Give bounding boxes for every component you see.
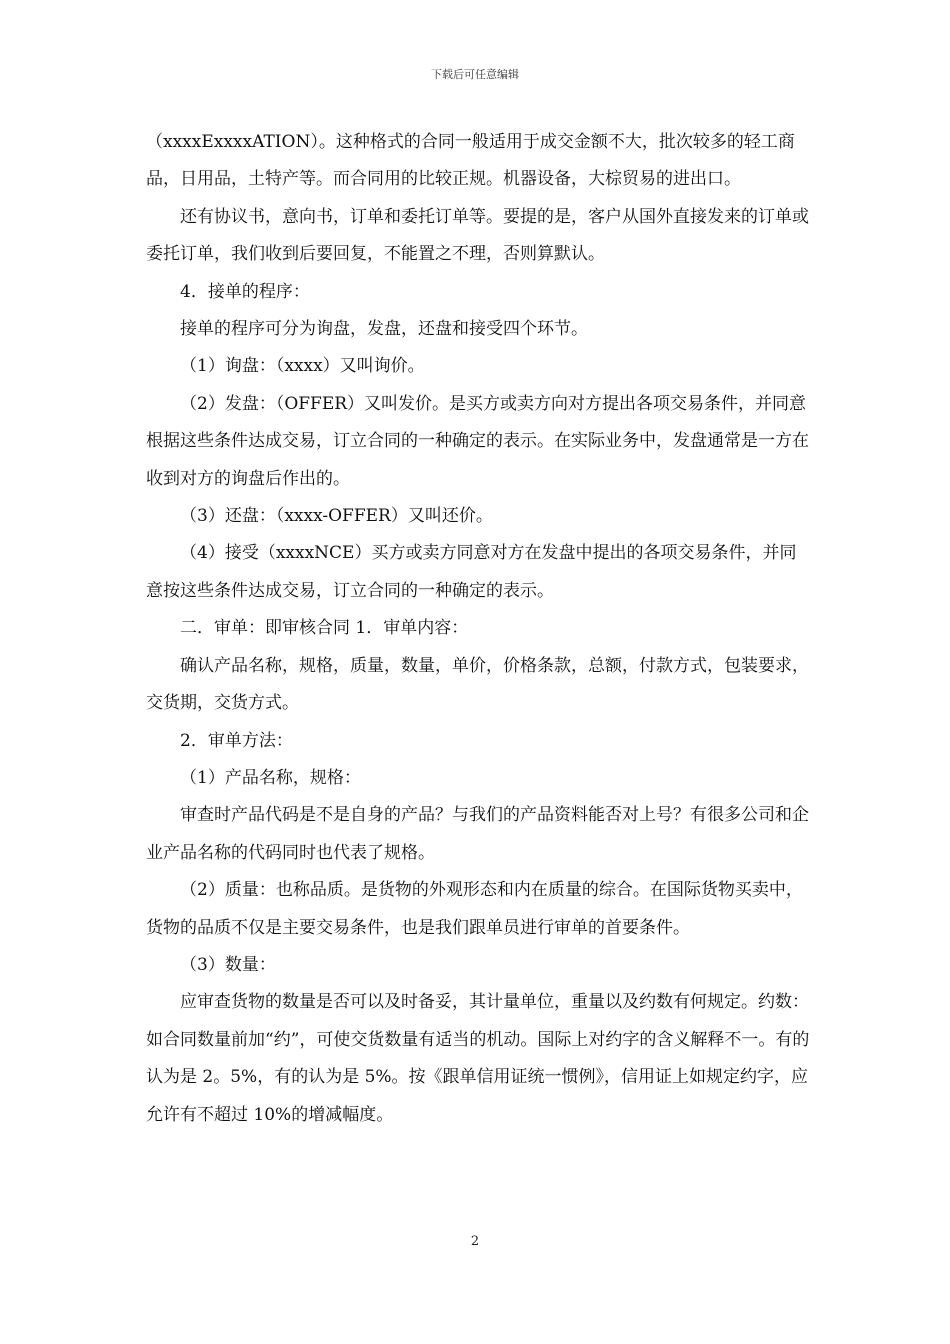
section-heading: 4．接单的程序： [180,281,310,302]
list-item: （4）接受（xxxxNCE）买方或卖方同意对方在发盘中提出的各项交易条件，并同意按这些条件达成交易，订立合同的一种确定的表示。 [146,543,797,601]
section-heading: 2．审单方法： [180,730,293,751]
paragraph: 应审查货物的数量是否可以及时备妥，其计量单位，重量以及约数有何规定。约数：如合同数量前加“约”，可使交货数量有适当的机动。国际上对约字的含义解释不一。有的认为是 2。5%，有的认为是 5%。按《跟单信用证统一惯例》，信用证上如规定约字，应允许有不超过 10%的增减幅度。 [146,992,810,1125]
list-item: （3）数量： [180,954,276,975]
list-item: （1）产品名称，规格： [180,767,361,788]
paragraph: 接单的程序可分为询盘，发盘，还盘和接受四个环节。 [180,319,588,340]
paragraph: 确认产品名称，规格，质量，数量，单价，价格条款，总额，付款方式，包装要求，交货期，交货方式。 [146,655,809,714]
list-item: （2）发盘：（OFFER）又叫发价。是买方或卖方向对方提出各项交易条件，并同意根据这些条件达成交易，订立合同的一种确定的表示。在实际业务中，发盘通常是一方在收到对方的询盘后作出的。 [146,393,809,489]
list-item: （2）质量：也称品质。是货物的外观形态和内在质量的综合。在国际货物买卖中，货物的品质不仅是主要交易条件，也是我们跟单员进行审单的首要条件。 [146,880,803,938]
page-number: 2 [470,1234,480,1249]
paragraph: 还有协议书，意向书，订单和委托订单等。要提的是，客户从国外直接发来的订单或委托订单，我们收到后要回复，不能置之不理，否则算默认。 [146,206,809,265]
section-heading: 二．审单：即审核合同 1．审单内容： [180,618,469,639]
paragraph: （xxxxExxxxATION）。这种格式的合同一般适用于成交金额不大，批次较多的轻工商品，日用品，土特产等。而合同用的比较正规。机器设备，大棕贸易的进出口。 [146,132,795,190]
list-item: （1）询盘：（xxxx）又叫询价。 [180,356,425,377]
paragraph: 审查时产品代码是不是自身的产品？与我们的产品资料能否对上号？有很多公司和企业产品名称的代码同时也代表了规格。 [146,805,809,863]
page-header: 下载后可任意编辑 [431,68,519,81]
list-item: （3）还盘：（xxxx-OFFER）又叫还价。 [180,506,493,527]
document-body [146,124,810,1134]
